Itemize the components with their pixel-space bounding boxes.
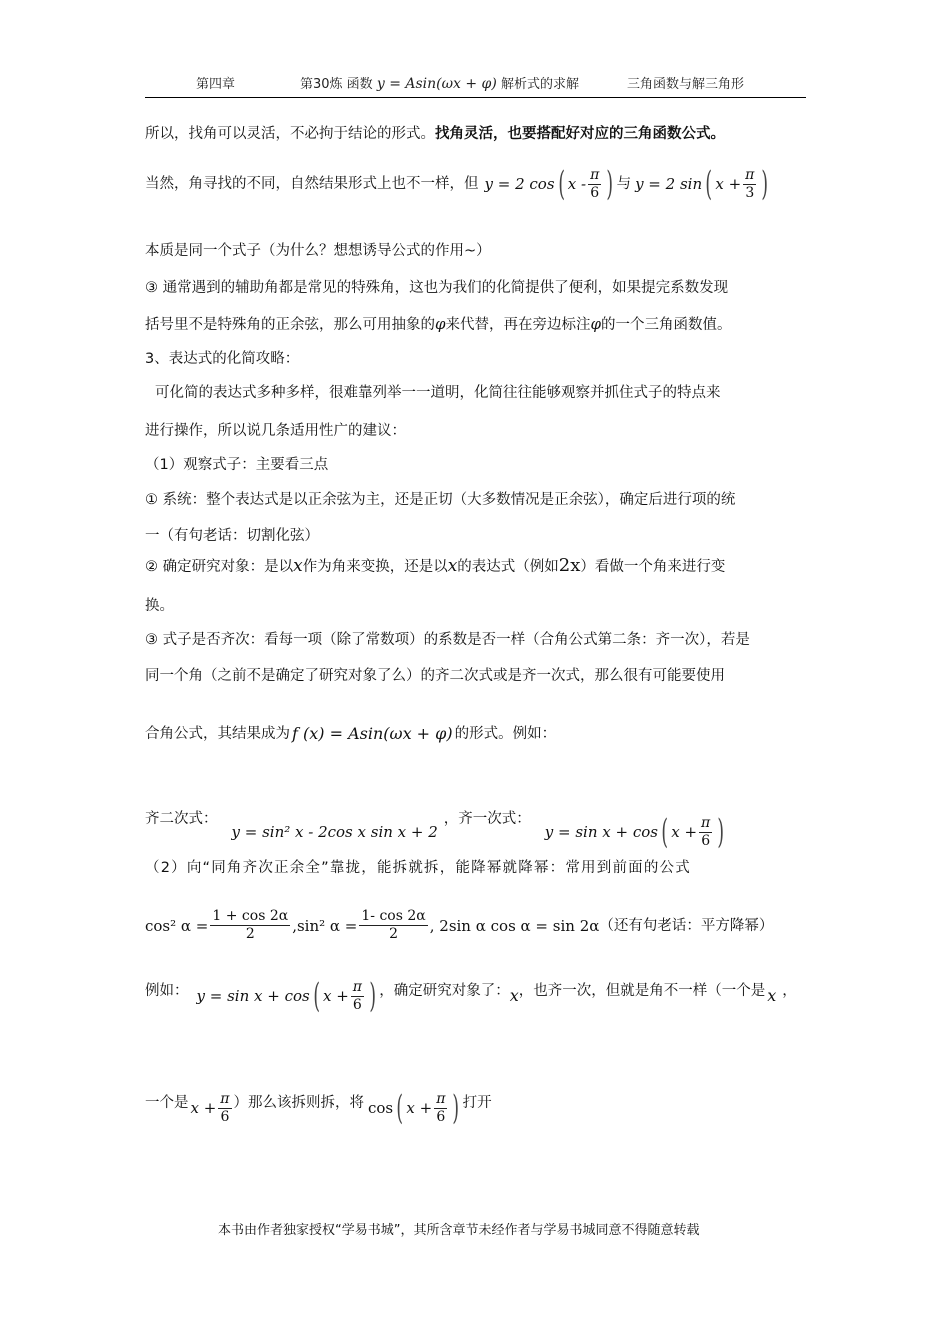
- paragraph-11-text-a: 合角公式，其结果成为: [145, 726, 290, 742]
- formula-quadratic: y = sin² x - 2cos x sin x + 2: [231, 823, 438, 841]
- formula-angle-x: x +: [190, 1099, 217, 1117]
- paragraph-14: [145, 908, 773, 943]
- fraction-numerator: 1- cos 2α: [361, 908, 426, 924]
- paragraph-9-text-a: ② 确定研究对象：是以: [145, 559, 294, 575]
- left-paren-icon: (: [313, 976, 320, 1016]
- formula-asin: f (x) = Asin(ωx + φ): [292, 724, 453, 743]
- paragraph-4-text-a: 括号里不是特殊角的正余弦，那么可用抽象的: [145, 317, 435, 333]
- paragraph-1: [145, 124, 725, 144]
- header-lesson-formula: y = Asin(ωx + φ): [376, 76, 497, 92]
- right-paren-icon: ): [452, 1088, 460, 1128]
- paragraph-16-text-c: 打开: [462, 1095, 492, 1111]
- formula-sin-sq-lhs: ,sin² α =: [292, 916, 358, 935]
- fraction-denominator: 3: [745, 184, 755, 201]
- symbol-x: x: [293, 556, 303, 576]
- paragraph-16: [145, 1088, 492, 1128]
- paragraph-15-text-c: ，: [782, 983, 797, 999]
- fraction-pi-over-3: [743, 167, 756, 202]
- fraction-numerator: π: [745, 166, 755, 183]
- paragraph-15-text-b: ，也齐一次，但就是角不一样（一个是: [518, 983, 766, 999]
- formula-linear-x: x +: [671, 823, 698, 841]
- fraction-cos-sq: [210, 908, 290, 943]
- fraction-pi-over-6: [434, 1091, 447, 1126]
- paragraph-4-line-2: [145, 314, 732, 335]
- paragraph-9-text-c: 的表达式（例如: [457, 559, 559, 575]
- paragraph-11: [145, 724, 556, 744]
- paragraph-2-text: 当然，角寻找的不同，自然结果形式上也不一样，但: [145, 176, 479, 192]
- fraction-numerator: π: [701, 814, 711, 831]
- paragraph-4-line-1: ③ 通常遇到的辅助角都是常见的特殊角，这也为我们的化简提供了便利，如果提完系数发现: [145, 280, 729, 296]
- symbol-phi: φ: [590, 315, 602, 333]
- paragraph-15: [145, 976, 797, 1016]
- paragraph-13: （2）向“同角齐次正余全”靠拢，能拆就拆，能降幂就降幂：常用到前面的公式: [145, 860, 691, 876]
- symbol-2x: 2x: [558, 555, 581, 576]
- paragraph-16-text-b: ）那么该拆则拆，将: [233, 1095, 364, 1111]
- paragraph-11-text-b: 的形式。例如：: [454, 726, 557, 742]
- symbol-x: x: [509, 986, 519, 1005]
- paragraph-3: 本质是同一个式子（为什么？想想诱导公式的作用~）: [145, 243, 491, 259]
- fraction-numerator: 1 + cos 2α: [212, 908, 289, 924]
- paragraph-9-line-2: 换。: [145, 598, 174, 614]
- header-topic: 三角函数与解三角形: [627, 77, 745, 92]
- label-linear: ，齐一次式：: [443, 811, 531, 827]
- fraction-denominator: 6: [701, 832, 711, 849]
- paragraph-2: [145, 164, 772, 204]
- symbol-x: x: [767, 986, 777, 1005]
- header-lesson: [300, 73, 579, 92]
- formula-cos-x: x +: [406, 1099, 433, 1117]
- left-paren-icon: (: [705, 164, 713, 204]
- paragraph-6-line-2: 进行操作，所以说几条适用性广的建议：: [145, 423, 406, 439]
- header-rule: [145, 97, 806, 98]
- right-paren-icon: ): [761, 164, 769, 204]
- formula-2cos-pre: y = 2 cos: [484, 175, 555, 193]
- fraction-pi-over-6: [218, 1091, 231, 1126]
- paragraph-4-text-c: 的一个三角函数值。: [601, 317, 732, 333]
- label-quadratic: 齐二次式：: [145, 811, 218, 827]
- fraction-numerator: π: [220, 1090, 230, 1107]
- fraction-numerator: π: [590, 166, 600, 183]
- formula-double-angle: , 2sin α cos α = sin 2α: [429, 916, 600, 935]
- fraction-sin-sq: [359, 908, 427, 943]
- fraction-denominator: 6: [590, 184, 600, 201]
- left-paren-icon: (: [557, 164, 565, 204]
- fraction-denominator: 2: [389, 926, 399, 942]
- fraction-numerator: π: [436, 1090, 446, 1107]
- paragraph-10-line-1: ③ 式子是否齐次：看每一项（除了常数项）的系数是否一样（合角公式第二条：齐一次），若是: [145, 632, 750, 648]
- paragraph-14-note: （还有句老话：平方降幂）: [599, 917, 774, 934]
- formula-2sin-pre: y = 2 sin: [635, 175, 703, 193]
- right-paren-icon: ): [606, 164, 614, 204]
- paragraph-12: [145, 786, 728, 852]
- footer-notice: 本书由作者独家授权“学易书城”，其所含章节未经作者与学易书城同意不得随意转载: [218, 1223, 700, 1238]
- paragraph-9-text-d: ）看做一个角来进行变: [580, 559, 726, 575]
- paragraph-1-bold: 找角灵活，也要搭配好对应的三角函数公式。: [435, 126, 725, 142]
- fraction-pi-over-6: [699, 815, 712, 850]
- paragraph-9-text-b: 作为角来变换，还是以: [302, 559, 448, 575]
- paragraph-1-normal: 所以，找角可以灵活，不必拘于结论的形式。: [145, 126, 435, 142]
- header-chapter: 第四章: [196, 77, 236, 92]
- paragraph-8-line-1: ① 系统：整个表达式是以正余弦为主，还是正切（大多数情况是正余弦），确定后进行项的统: [145, 492, 736, 508]
- left-paren-icon: (: [661, 812, 668, 852]
- paragraph-6-line-1: 可化简的表达式多种多样，很难靠列举一一道明，化简往往能够观察并抓住式子的特点来: [155, 385, 721, 401]
- symbol-phi: φ: [435, 315, 446, 333]
- header-lesson-suffix: 解析式的求解: [500, 77, 579, 92]
- paragraph-2-and: 与: [616, 176, 632, 192]
- formula-2cos-x: x -: [567, 175, 587, 193]
- fraction-denominator: 6: [436, 1108, 446, 1125]
- formula-example-pre: y = sin x + cos: [196, 987, 310, 1005]
- paragraph-8-line-2: 一（有句老话：切割化弦）: [145, 528, 319, 544]
- paragraph-4-text-b: 来代替，再在旁边标注: [445, 317, 591, 333]
- fraction-denominator: 2: [245, 926, 255, 942]
- formula-example-x: x +: [322, 987, 349, 1005]
- right-paren-icon: ): [717, 812, 725, 852]
- paragraph-9-line-1: [145, 556, 725, 577]
- fraction-pi-over-6: [351, 979, 364, 1014]
- paragraph-10-line-2: 同一个角（之前不是确定了研究对象了么）的齐二次式或是齐一次式，那么很有可能要使用: [145, 668, 725, 684]
- formula-2sin-x: x +: [715, 175, 742, 193]
- left-paren-icon: (: [396, 1088, 404, 1128]
- formula-cos: cos: [368, 1099, 394, 1117]
- fraction-denominator: 6: [352, 996, 362, 1013]
- formula-linear-pre: y = sin x + cos: [544, 823, 658, 841]
- fraction-pi-over-6: [588, 167, 601, 202]
- formula-cos-sq-lhs: cos² α =: [145, 916, 209, 935]
- label-example: 例如：: [145, 983, 189, 999]
- symbol-x: x: [447, 556, 458, 576]
- paragraph-15-text-a: ，确定研究对象了：: [379, 983, 510, 999]
- right-paren-icon: ): [369, 976, 376, 1016]
- paragraph-7: （1）观察式子：主要看三点: [145, 457, 329, 473]
- fraction-numerator: π: [352, 978, 362, 995]
- paragraph-16-text-a: 一个是: [145, 1095, 189, 1111]
- header-lesson-prefix: 第30炼 函数: [300, 77, 373, 92]
- section-heading-3: 3、表达式的化简攻略：: [145, 351, 300, 367]
- fraction-denominator: 6: [220, 1108, 230, 1125]
